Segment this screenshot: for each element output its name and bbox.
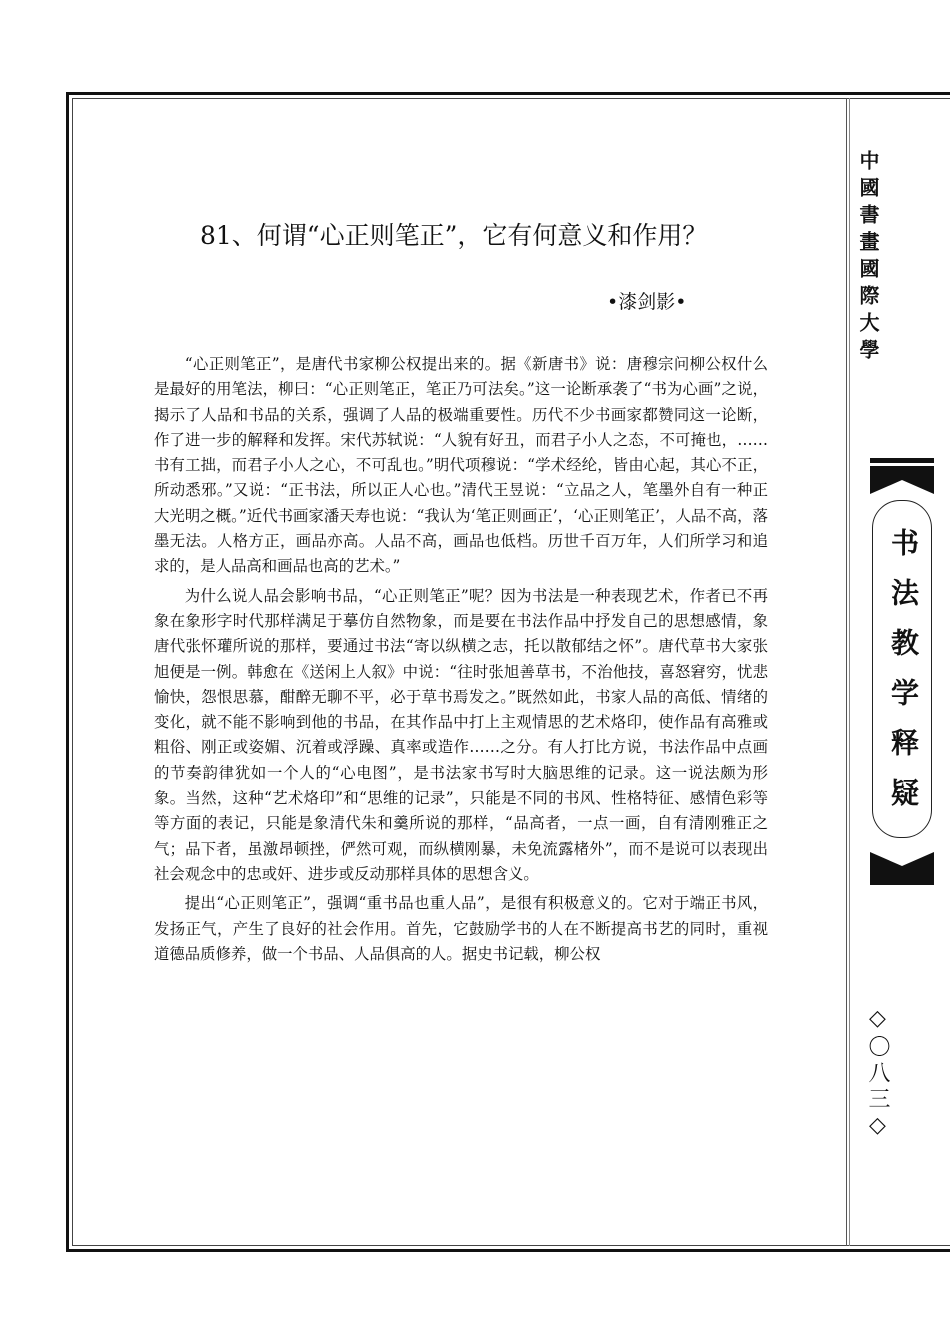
ornament-ribbon-bottom: [870, 840, 934, 880]
article-author: •漆剑影•: [607, 291, 687, 313]
book-title: 书法教学释疑: [887, 528, 920, 828]
paragraph: 为什么说人品会影响书品，“心正则笔正”呢？因为书法是一种表现艺术，作者已不再象在象形字时代那样满足于摹仿自然物象，而是要在书法作品中抒发自己的思想感情，象唐代张怀瓘所说的那样，要通过书法“寄以纵横之志，托以散郁结之怀”。唐代草书大家张旭便是一例。韩愈在《送闲上人叙》中说：“往时张旭善草书，不治他技，喜怒窘穷，忧悲愉快，怨恨思慕，酣醉无聊不平，必于草书焉发之。”既然如此，书家人品的高低、情绪的变化，就不能不影响到他的书品，在其作品中打上主观情思的艺术烙印，使作品有高雅或粗俗、刚正或姿媚、沉着或浮躁、真率或造作……之分。有人打比方说，书法作品中点画的节奏韵律犹如一个人的“心电图”，是书法家书写时大脑思维的记录。这一说法颇为形象。当然，这种“艺术烙印”和“思维的记录”，只能是不同的书风、性格特征、感情色彩等等方面的表记，只能是象清代朱和羹所说的那样，“品高者，一点一画，自有清刚雅正之气；品下者，虽激昂顿挫，俨然可观，而纵横刚暴，未免流露楮外”，而不是说可以表现出社会观念中的忠或奸、进步或反动那样具体的思想含义。: [154, 586, 768, 883]
side-divider-inner: [849, 98, 850, 1246]
side-divider: [846, 98, 847, 1246]
ornament-bar-bottom: [870, 880, 934, 885]
page-number: ◇〇八三◇: [865, 1006, 890, 1142]
ornament-bar-top: [870, 458, 934, 463]
paragraph: “心正则笔正”，是唐代书家柳公权提出来的。据《新唐书》说：唐穆宗问柳公权什么是最好的用笔法，柳曰：“心正则笔正，笔正乃可法矣。”这一论断承袭了“书为心画”之说，揭示了人品和书品的关系，强调了人品的极端重要性。历代不少书画家都赞同这一论断，作了进一步的解释和发挥。宋代苏轼说：“人貌有好丑，而君子小人之态，不可掩也，……书有工拙，而君子小人之心，不可乱也。”明代项穆说：“学术经纶，皆由心起，其心不正，所动悉邪。”又说：“正书法，所以正人心也。”清代王昱说：“立品之人，笔墨外自有一种正大光明之概。”近代书画家潘天寿也说：“我认为‘笔正则画正’，‘心正则笔正’，人品不高，落墨无法。人格方正，画品亦高。人品不高，画品也低档。历世千百万年，人们所学习和追求的，是人品高和画品也高的艺术。”: [154, 355, 768, 576]
university-name: 中國書畫國際大學: [856, 150, 880, 366]
paragraph: 提出“心正则笔正”，强调“重书品也重人品”，是很有积极意义的。它对于端正书风，发扬正气，产生了良好的社会作用。首先，它鼓励学书的人在不断提高书艺的同时，重视道德品质修养，做一个书品、人品俱高的人。据史书记载，柳公权: [154, 894, 768, 963]
article-body: [154, 352, 768, 971]
article-title: 81、何谓“心正则笔正”，它有何意义和作用？: [200, 221, 708, 250]
